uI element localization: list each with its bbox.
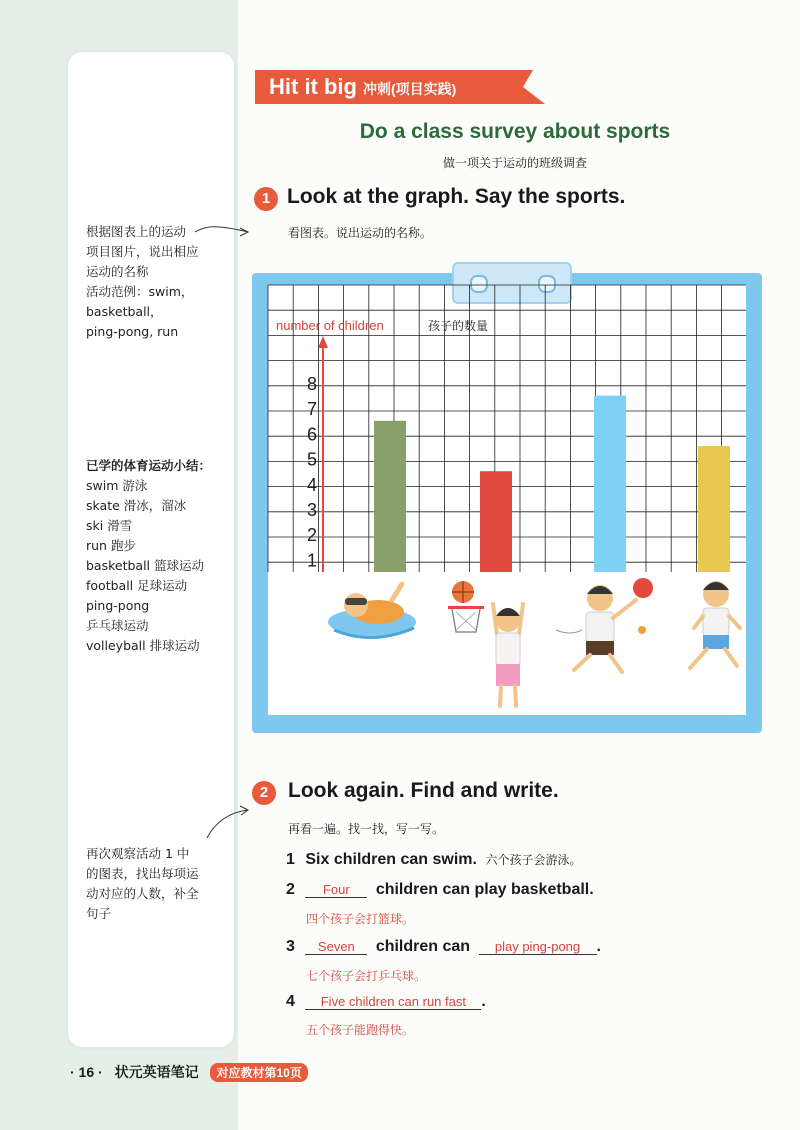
question-number: 1 [286,851,295,868]
question-number: 4 [286,993,295,1010]
question-3 [286,938,601,956]
note-line: 根据图表上的运动 [86,224,187,239]
question-cn: 四个孩子会打篮球。 [306,912,415,926]
note-line: skate 滑冰，溜冰 [86,498,187,513]
bar-ping-pong [594,396,626,572]
chart-ylabel: number of children [276,318,384,333]
note-line: swim 游泳 [86,478,148,493]
y-axis-arrow [318,336,328,348]
note-line: basketball， [86,304,163,319]
task1-title: Look at the graph. Say the sports. [287,185,626,208]
swimmer-picture [328,584,416,638]
answer-blank: Five children can run fast [305,994,481,1010]
question-1 [286,851,581,869]
question-end: . [481,993,486,1010]
question-cn: 五个孩子能跑得快。 [306,1023,415,1037]
question-cn: 七个孩子会打乒乓球。 [306,969,427,983]
question-text: children can play basketball. [375,881,594,898]
question-4 [286,993,486,1011]
textbook-reference: 对应教材第10页 [210,1063,307,1082]
y-tick-label: 3 [306,500,318,520]
note-line: football 足球运动 [86,578,188,593]
y-tick-label: 8 [306,374,318,394]
y-tick-label: 5 [306,449,318,470]
y-tick-label: 6 [306,424,318,445]
task2-subtitle: 再看一遍。找一找，写一写。 [288,822,445,836]
note-line: ping-pong [86,598,150,613]
section-subtitle: 做一项关于运动的班级调查 [442,156,587,170]
note-line: ping-pong, run [86,324,179,339]
y-tick-label: 4 [306,474,318,495]
page-footer [70,1062,308,1082]
answer-blank: Four [305,882,367,898]
bar-basketball [480,471,512,572]
chart-ylabel-cn: 孩子的数量 [428,319,489,333]
question-2 [286,881,594,899]
bar-run [698,446,730,572]
note-line: 运动的名称 [86,264,149,279]
book-title: 状元英语笔记 [114,1064,199,1080]
y-tick-label: 7 [306,399,318,420]
answer-blank: Seven [305,939,367,955]
y-tick-label: 2 [306,525,318,546]
note-line: 活动范例：swim， [86,284,194,299]
note2-title: 已学的体育运动小结： [86,458,212,473]
question-cn: 六个孩子会游泳。 [485,853,582,867]
note-line: 项目图片，说出相应 [86,244,199,259]
task2-title: Look again. Find and write. [288,779,559,802]
task-number-badge: 2 [252,781,276,805]
question-number: 3 [286,938,295,955]
page-number: · 16 · [70,1064,103,1080]
note-line: ski 滑雪 [86,518,133,533]
running-picture [690,581,740,668]
task-number-badge: 1 [254,187,278,211]
note-line: volleyball 排球运动 [86,638,200,653]
sport-pictures [328,578,740,706]
answer-blank: play ping-pong [479,939,597,955]
task1-subtitle: 看图表。说出运动的名称。 [288,226,433,240]
note-line: 的图表，找出每项运 [86,866,199,881]
chart-ticks [307,374,317,570]
question-end: . [596,938,601,955]
note-line: 句子 [86,906,112,921]
section-title: Do a class survey about sports [359,120,671,143]
banner-title: Hit it big [269,74,357,99]
question-number: 2 [286,881,295,898]
chart-bars [374,396,730,572]
question-text: children can [375,938,471,955]
basketball-picture [448,581,523,706]
note-line: 乒乓球运动 [86,618,149,633]
banner-subtitle: 冲刺(项目实践) [362,81,457,97]
note-line: 再次观察活动 1 中 [86,846,190,861]
ping-pong-picture [556,578,653,672]
note-line: basketball 篮球运动 [86,558,205,573]
note-line: 动对应的人数，补全 [86,886,199,901]
note-line: run 跑步 [86,538,136,553]
bar-swim [374,421,406,572]
y-tick-label: 1 [306,550,318,571]
question-text: Six children can swim. [305,851,477,868]
